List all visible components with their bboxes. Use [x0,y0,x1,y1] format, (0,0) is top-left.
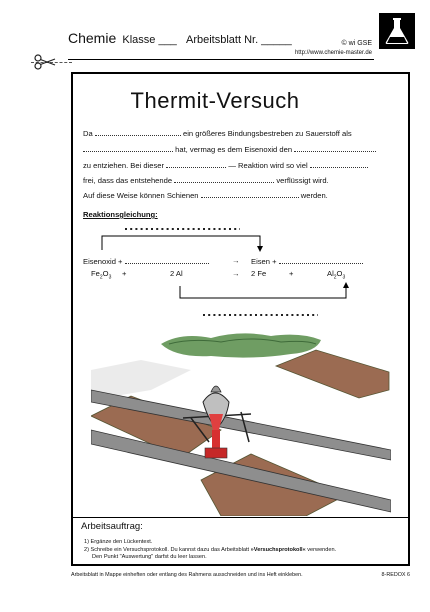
cloze-line-5 [83,190,328,201]
cloze-text: zu entziehen. Bei dieser [83,161,165,170]
cloze-blank[interactable] [294,144,376,152]
cloze-text: verflüssigt wird. [276,176,329,185]
plus-sign: + [122,269,127,278]
cloze-text: frei, dass das entstehende [83,176,173,185]
header-divider [68,59,374,60]
reactant-word: Eisenoxid + [83,257,123,266]
cloze-blank[interactable] [166,160,226,168]
sheet-number-label: Arbeitsblatt Nr. _____ [185,34,292,46]
cloze-blank[interactable] [125,256,209,264]
flask-logo-icon [379,13,415,49]
formula-subscript: 3 [342,274,346,281]
task-divider [73,517,408,518]
task-item-2-line2: Den Punkt "Auswertung" darfst du leer lassen. [92,554,207,560]
cloze-text: Auf diese Weise können Schienen [83,191,199,200]
weld-mould [205,448,227,458]
class-label: Klasse ___ [122,34,177,46]
formula-subscript: 3 [108,274,112,281]
equation-row-words-right [251,256,363,266]
header-row [68,30,292,46]
formula-subscript: 2 [333,274,337,281]
cloze-line-4 [83,175,329,186]
cloze-blank[interactable] [95,128,181,136]
scissors-icon [34,54,56,70]
equation-row-words [83,256,209,266]
cloze-line-2 [83,144,376,155]
cloze-text: werden. [300,191,328,200]
footer-code: 8-REDOX 6 [381,572,410,578]
crucible-lid [211,386,221,392]
cloze-text: — Reaktion wird so viel [228,161,308,170]
subject-label: Chemie [68,30,117,46]
footer-instruction: Arbeitsblatt in Mappe einheften oder entlang des Rahmens ausschneiden und ins Heft einkleben. [71,572,303,578]
plus-sign: + [289,269,294,278]
formula-fe2o3 [91,269,111,281]
cloze-line-3 [83,160,368,171]
cloze-text: hat, vermag es dem Eisenoxid den [175,145,293,154]
formula-fe: 2 Fe [251,269,267,278]
cloze-blank[interactable] [174,175,274,183]
page-title: Thermit-Versuch [130,88,300,113]
formula-part: O [102,269,109,278]
task-text: verwenden. [305,547,337,553]
task-text: 2) Schreibe ein Versuchsprotokoll. Du kannst dazu das Arbeitsblatt [84,547,251,553]
reaction-arrow-symbol: → [232,269,240,278]
task-text-bold: »Versuchsprotokoll« [250,547,306,553]
product-word: Eisen + [251,257,277,266]
reaction-label: Reaktionsgleichung: [83,210,158,219]
cloze-text: ein größeres Bindungsbestreben zu Sauerstoff als [182,129,352,138]
website-url: http://www.chemie-master.de [294,50,372,56]
cloze-blank[interactable] [83,144,173,152]
cloze-blank[interactable] [310,160,368,168]
worksheet-header [68,30,374,60]
formula-subscript: 2 [99,274,103,281]
formula-al: 2 Al [170,269,183,278]
formula-part: Al [327,269,334,278]
cloze-text: Da [83,129,93,138]
task-title: Arbeitsauftrag: [81,521,143,532]
cloze-blank[interactable] [279,256,363,264]
formula-part: Fe [91,269,100,278]
reaction-arrow-symbol: → [232,256,240,265]
task-item-2 [84,547,336,554]
molten-stream [212,430,220,450]
task-item-1: 1) Ergänze den Lückentext. [84,539,153,545]
thermite-rail-illustration [91,330,391,516]
cloze-line-1 [83,128,352,139]
sleeper-top [276,350,389,398]
cloze-blank[interactable] [201,190,299,198]
formula-part: O [336,269,343,278]
copyright: © wi GSE [341,40,372,47]
formula-al2o3 [327,269,345,281]
grass-patch [161,333,321,357]
